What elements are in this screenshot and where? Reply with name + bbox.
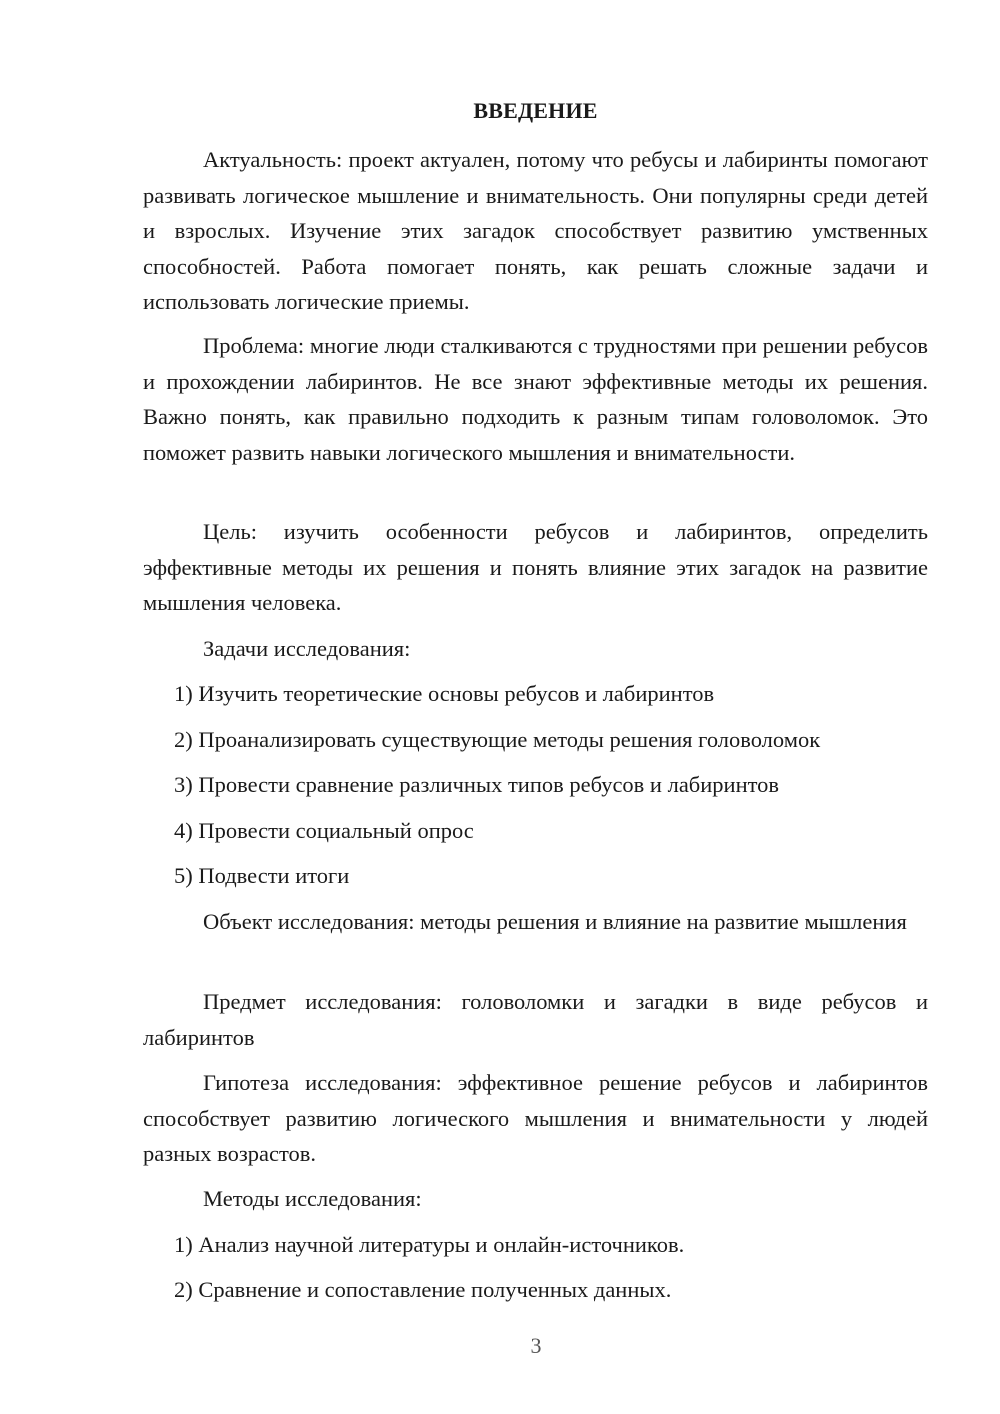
problem-paragraph: Проблема: многие люди сталкиваются с трудностями при решении ребусов и прохождении лабиринтов. Не все знают эффективные методы их решения. Важно понять, как правильно подходить к разным типам головоломок. Это поможет развить навыки логического мышления и внимательности. bbox=[143, 333, 928, 465]
task-item: 4) Провести социальный опрос bbox=[174, 818, 474, 843]
method-item: 1) Анализ научной литературы и онлайн-источников. bbox=[174, 1232, 685, 1257]
task-item: 1) Изучить теоретические основы ребусов и лабиринтов bbox=[174, 681, 715, 706]
hypothesis-paragraph: Гипотеза исследования: эффективное решение ребусов и лабиринтов способствует развитию логического мышления и внимательности у людей разных возрастов. bbox=[143, 1070, 928, 1166]
page-title: ВВЕДЕНИЕ bbox=[473, 98, 598, 123]
tasks-heading: Задачи исследования: bbox=[203, 636, 411, 661]
task-item: 5) Подвести итоги bbox=[174, 863, 350, 888]
relevance-paragraph: Актуальность: проект актуален, потому что ребусы и лабиринты помогают развивать логическое мышление и внимательность. Они популярны среди детей и взрослых. Изучение этих загадок способствует развитию умственных способностей. Работа помогает понять, как решать сложные задачи и использовать логические приемы. bbox=[143, 147, 928, 314]
goal-paragraph: Цель: изучить особенности ребусов и лабиринтов, определить эффективные методы их решения и понять влияние этих загадок на развитие мышления человека. bbox=[143, 519, 928, 615]
page-number: 3 bbox=[530, 1333, 542, 1358]
methods-heading: Методы исследования: bbox=[203, 1186, 422, 1211]
method-item: 2) Сравнение и сопоставление полученных данных. bbox=[174, 1277, 672, 1302]
task-item: 3) Провести сравнение различных типов ребусов и лабиринтов bbox=[174, 772, 780, 797]
object-paragraph: Объект исследования: методы решения и влияние на развитие мышления bbox=[203, 909, 907, 934]
subject-paragraph: Предмет исследования: головоломки и загадки в виде ребусов и лабиринтов bbox=[143, 989, 928, 1050]
task-item: 2) Проанализировать существующие методы решения головоломок bbox=[174, 727, 821, 752]
